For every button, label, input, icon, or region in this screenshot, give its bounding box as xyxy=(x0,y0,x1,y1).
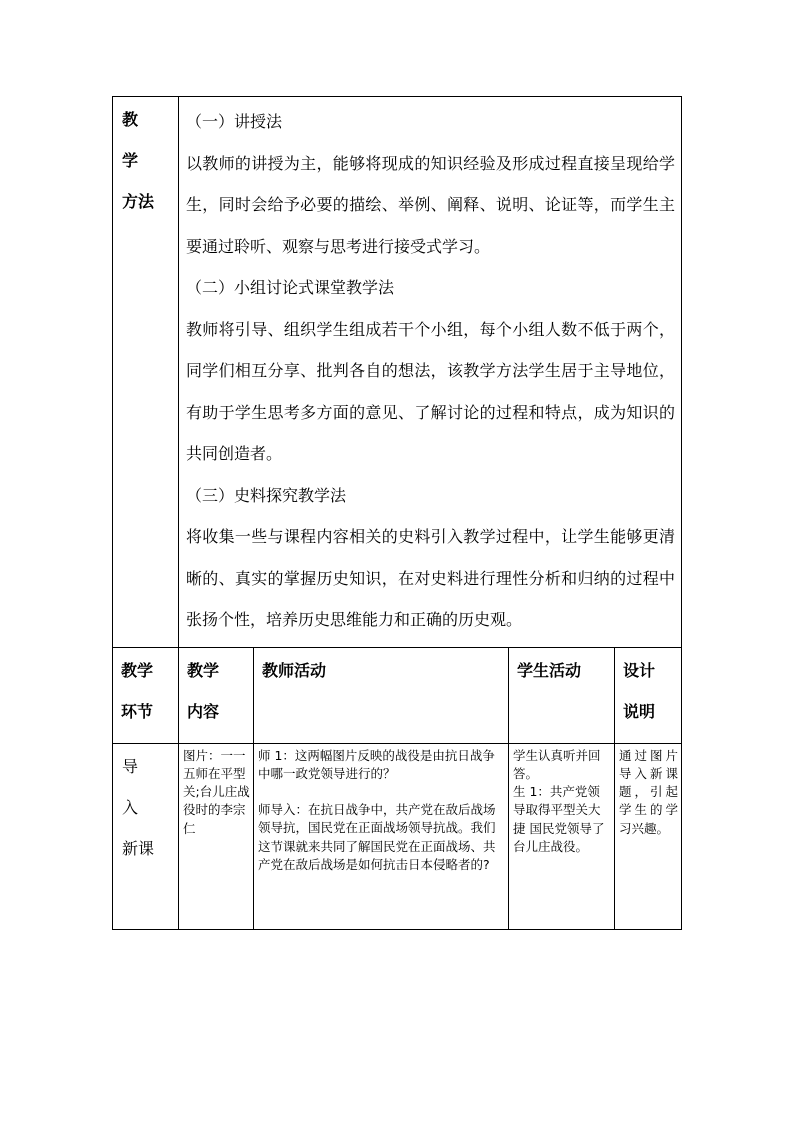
lesson-plan-table xyxy=(112,96,682,930)
intro-teacher-p2: 师导入：在抗日战争中，共产党在敌后战场领导抗，国民党在正面战场领导抗战。我们这节课就来共同了解国民党在正面战场、共产党在敌后战场是如何抗击日本侵略者的? xyxy=(258,802,496,872)
spacer xyxy=(258,783,505,801)
intro-stage-line2: 新课 xyxy=(122,838,155,858)
intro-content-cell xyxy=(179,743,254,929)
header-design-line1: 设计 xyxy=(623,660,656,680)
intro-content-text: 图片：一一五师在平型关;台儿庄战役时的李宗仁 xyxy=(183,747,250,836)
header-content xyxy=(179,647,254,743)
intro-stage-line1: 导 入 xyxy=(122,756,157,817)
header-content-line2: 内容 xyxy=(187,701,220,721)
method-paragraph-1: 以教师的讲授为主，能够将现成的知识经验及形成过程直接呈现给学生，同时会给予必要的描绘、举例、阐释、说明、论证等，而学生主要通过聆听、观察与思考进行接受式学习。 xyxy=(186,153,676,256)
header-stage-line1: 教学 xyxy=(121,660,154,680)
intro-student-p2: 生 1：共产党领导取得平型关大捷 国民党领导了台儿庄战役。 xyxy=(513,784,605,854)
header-content-line1: 教学 xyxy=(187,660,220,680)
method-heading-1: （一）讲授法 xyxy=(186,112,283,131)
header-stage xyxy=(113,647,179,743)
header-teacher xyxy=(254,647,509,743)
header-row xyxy=(113,647,682,743)
methods-label-line1: 教 学 xyxy=(122,110,151,170)
methods-content-cell xyxy=(179,97,682,648)
intro-stage-cell xyxy=(113,743,179,929)
methods-row xyxy=(113,97,682,648)
intro-student-p1: 学生认真听并回答。 xyxy=(513,747,601,781)
method-heading-2: （二）小组讨论式课堂教学法 xyxy=(186,278,395,297)
intro-student-cell xyxy=(509,743,615,929)
intro-design-cell xyxy=(615,743,682,929)
method-heading-3: （三）史料探究教学法 xyxy=(186,485,347,505)
header-design xyxy=(615,647,682,743)
intro-design-text: 通过图片导入新课题，引起学生的学习兴趣。 xyxy=(619,747,679,836)
intro-teacher-cell xyxy=(254,743,509,929)
header-teacher-label: 教师活动 xyxy=(262,660,327,680)
header-student-label: 学生活动 xyxy=(517,660,582,680)
header-student xyxy=(509,647,615,743)
methods-label-cell xyxy=(113,97,179,648)
method-paragraph-2: 教师将引导、组织学生组成若干个小组，每个小组人数不低于两个，同学们相互分享、批判各自的想法，该教学方法学生居于主导地位，有助于学生思考多方面的意见、了解讨论的过程和特点，成为知识的共同创造者。 xyxy=(186,319,676,463)
header-design-line2: 说明 xyxy=(623,701,656,721)
methods-label-line2: 方法 xyxy=(122,192,155,211)
method-paragraph-3: 将收集一些与课程内容相关的史料引入教学过程中，让学生能够更清晰的、真实的掌握历史知识，在对史料进行理性分析和归纳的过程中张扬个性，培养历史思维能力和正确的历史观。 xyxy=(186,527,676,629)
intro-teacher-p1: 师 1：这两幅图片反映的战役是由抗日战争中哪一政党领导进行的？ xyxy=(258,747,495,781)
header-stage-line2: 环节 xyxy=(121,701,154,721)
intro-row xyxy=(113,743,682,929)
